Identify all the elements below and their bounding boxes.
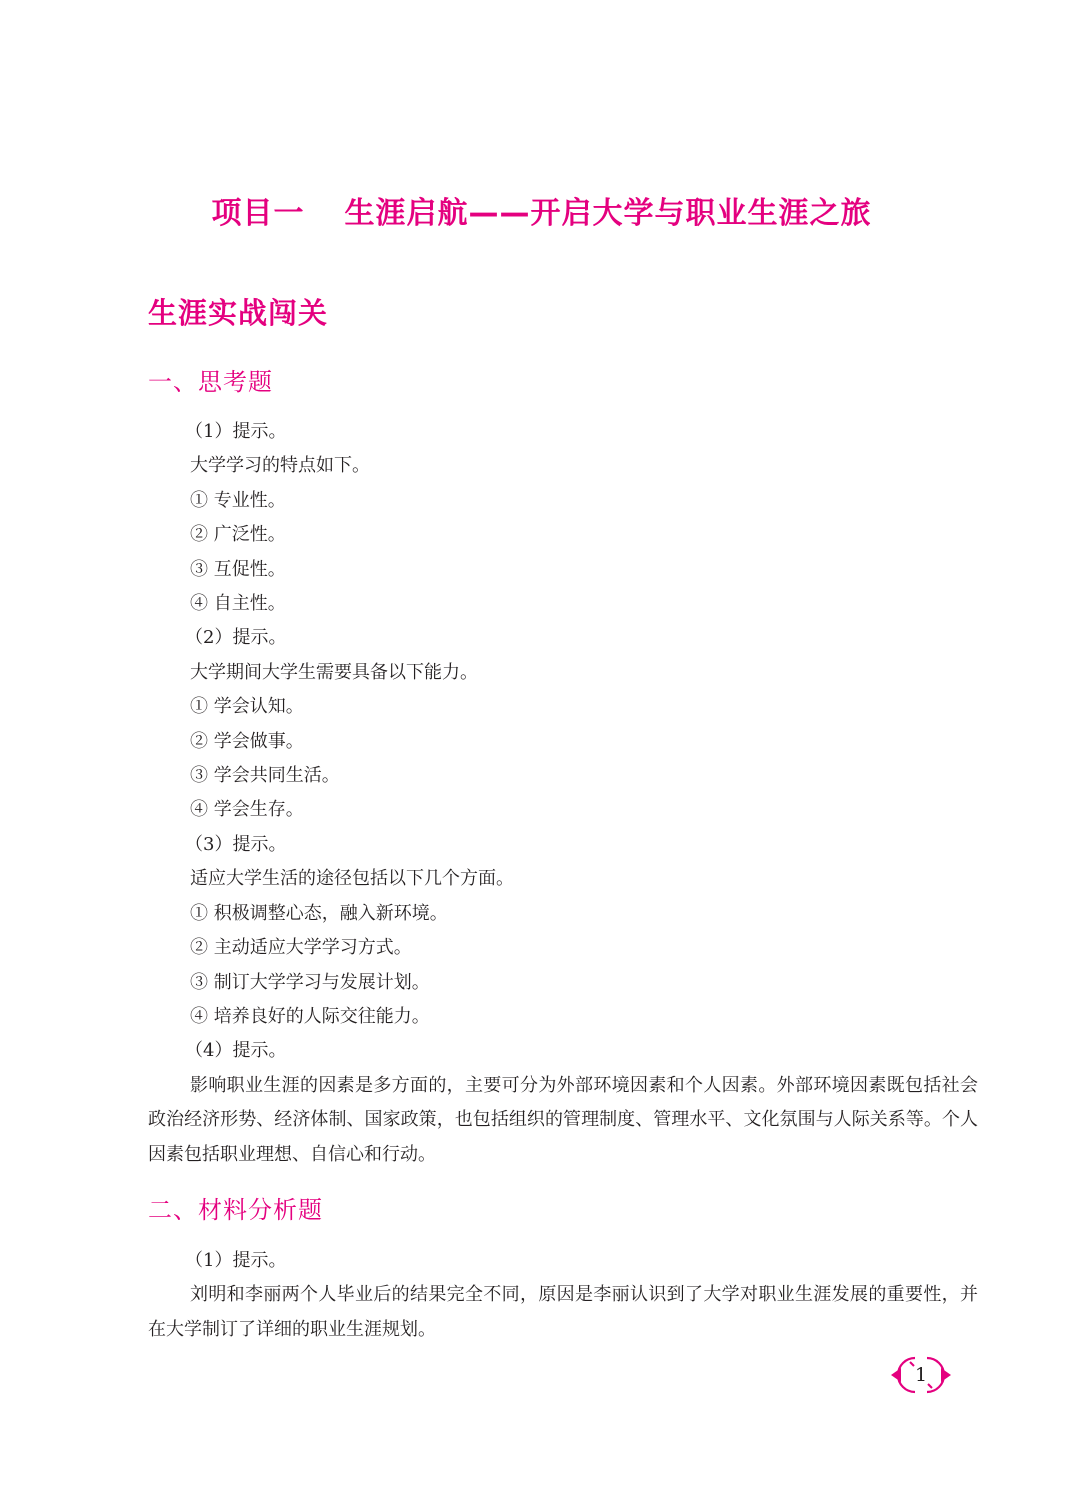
page-number: 1 <box>914 1364 928 1386</box>
hint-heading: （1）提示。 <box>185 1250 287 1271</box>
section-title: 生涯实战闯关 <box>148 296 329 330</box>
text-line: ③ 互促性。 <box>190 558 286 580</box>
text-line: ③ 制订大学学习与发展计划。 <box>190 971 430 993</box>
text-line: ② 主动适应大学学习方式。 <box>190 937 412 959</box>
text-line: ③ 学会共同生活。 <box>190 765 340 787</box>
hint-heading: （3）提示。 <box>185 833 287 855</box>
paragraph: 刘明和李丽两个人毕业后的结果完全不同，原因是李丽认识到了大学对职业生涯发展的重要性，并在大学制订了详细的职业生涯规划。 <box>148 1284 978 1340</box>
part1-title: 一、思考题 <box>148 368 273 396</box>
text-line: ① 学会认知。 <box>190 696 304 718</box>
part2-body <box>148 1244 978 1347</box>
text-line: ④ 学会生存。 <box>190 799 304 821</box>
part1-body <box>148 415 978 1172</box>
hint-heading: （1）提示。 <box>185 421 287 442</box>
page-number-badge <box>888 1352 954 1398</box>
text-line: ④ 自主性。 <box>190 593 286 615</box>
paragraph: 影响职业生涯的因素是多方面的，主要可分为外部环境因素和个人因素。外部环境因素既包括社会政治经济形势、经济体制、国家政策，也包括组织的管理制度、管理水平、文化氛围与人际关系等。个人因素包括职业理想、自信心和行动。 <box>148 1074 978 1165</box>
text-line: 大学期间大学生需要具备以下能力。 <box>190 661 478 683</box>
hint-heading: （2）提示。 <box>185 627 287 649</box>
text-line: ① 专业性。 <box>190 489 286 511</box>
text-line: ② 广泛性。 <box>190 524 286 546</box>
text-line: 大学学习的特点如下。 <box>190 455 370 477</box>
chapter-name: 生涯启航——开启大学与职业生涯之旅 <box>344 196 872 231</box>
chapter-title <box>0 188 1083 232</box>
hint-heading: （4）提示。 <box>185 1040 287 1062</box>
part2-title: 二、材料分析题 <box>148 1196 323 1224</box>
text-line: ④ 培养良好的人际交往能力。 <box>190 1005 430 1027</box>
text-line: ② 学会做事。 <box>190 730 304 752</box>
chapter-label: 项目一 <box>211 196 305 231</box>
text-line: ① 积极调整心态，融入新环境。 <box>190 902 448 924</box>
text-line: 适应大学生活的途径包括以下几个方面。 <box>190 868 514 890</box>
